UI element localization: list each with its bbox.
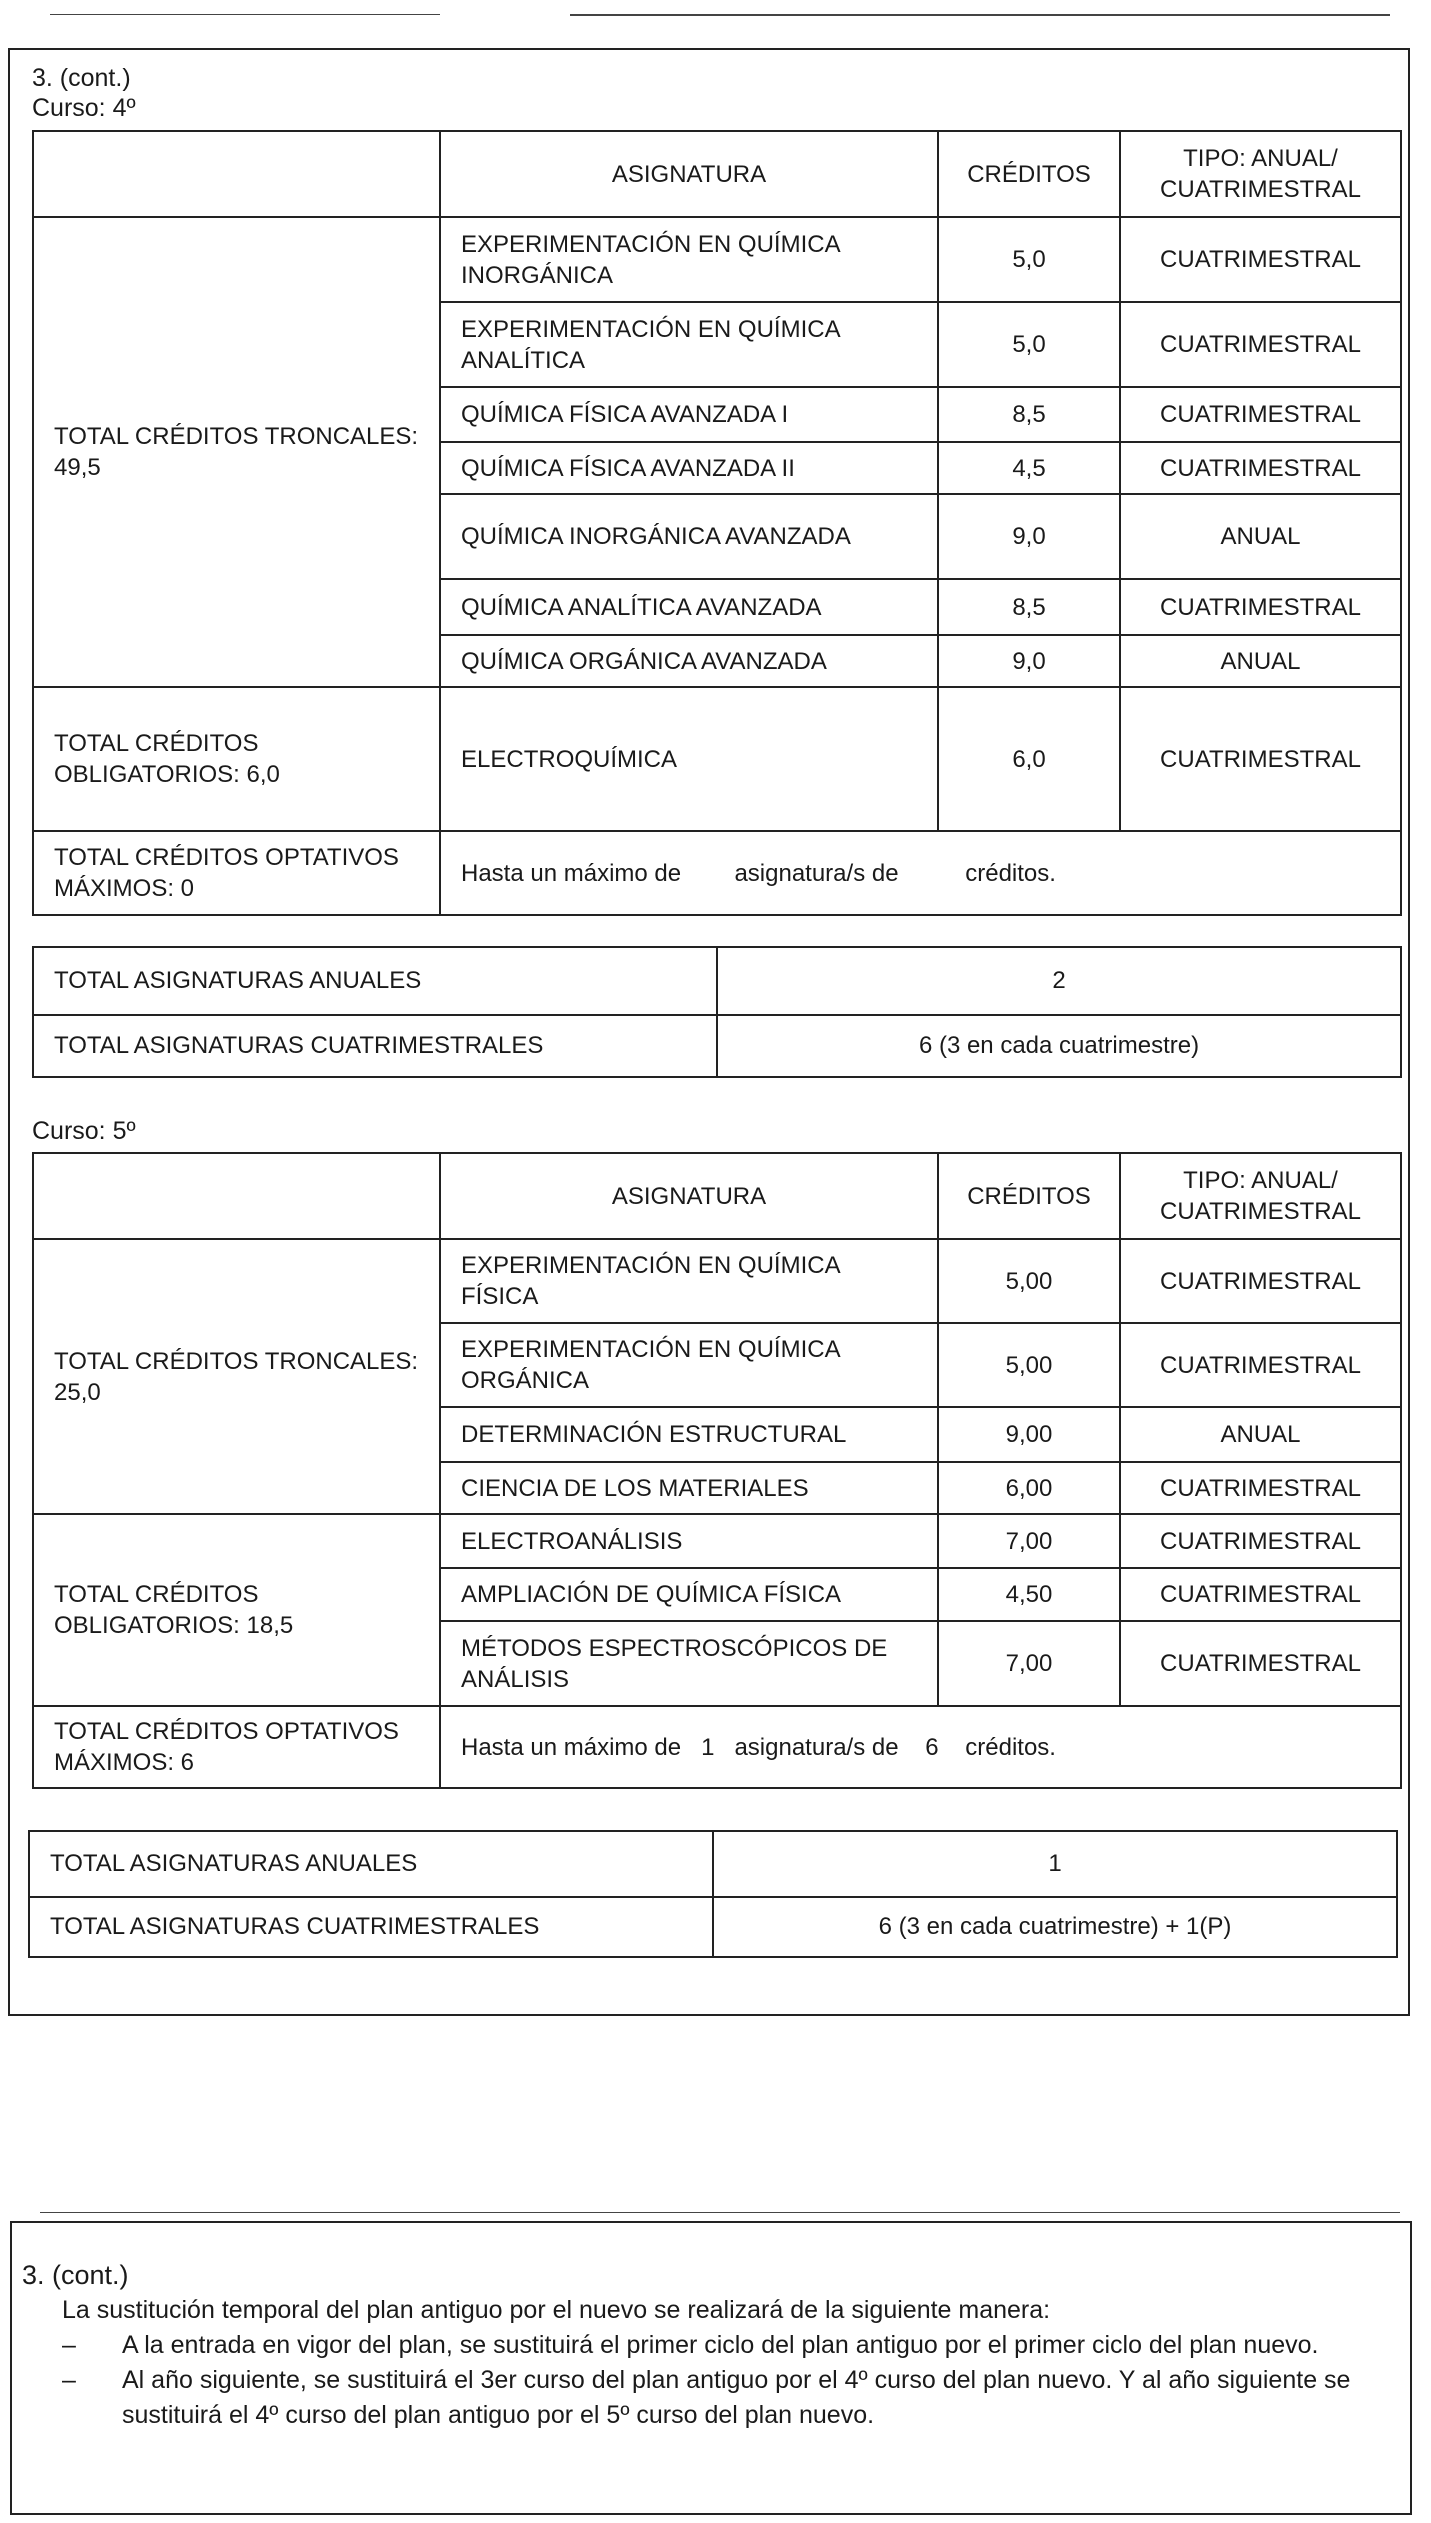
subject-cell: CIENCIA DE LOS MATERIALES bbox=[440, 1462, 938, 1514]
table-row bbox=[33, 1514, 1401, 1568]
dash-bullet-icon: – bbox=[62, 2331, 76, 2359]
subject-cell: ELECTROQUÍMICA bbox=[440, 687, 938, 831]
subject-cell: ELECTROANÁLISIS bbox=[440, 1514, 938, 1568]
credits-cell: 9,0 bbox=[938, 494, 1120, 579]
type-cell: CUATRIMESTRAL bbox=[1120, 217, 1401, 302]
subject-cell: QUÍMICA FÍSICA AVANZADA II bbox=[440, 442, 938, 494]
subject-cell: AMPLIACIÓN DE QUÍMICA FÍSICA bbox=[440, 1568, 938, 1621]
top-rule-left bbox=[50, 14, 440, 15]
group-label-obligatorios: TOTAL CRÉDITOS OBLIGATORIOS: 6,0 bbox=[33, 687, 440, 831]
blank-header-cell bbox=[33, 131, 440, 217]
notes-block bbox=[22, 2258, 1402, 2433]
credits-cell: 5,0 bbox=[938, 217, 1120, 302]
course-4-table bbox=[32, 130, 1402, 916]
group-label-obligatorios: TOTAL CRÉDITOS OBLIGATORIOS: 18,5 bbox=[33, 1514, 440, 1706]
list-item-text: A la entrada en vigor del plan, se sustituirá el primer ciclo del plan antiguo por el primer ciclo del plan nuevo. bbox=[122, 2331, 1319, 2359]
blank-header-cell bbox=[33, 1153, 440, 1239]
credits-cell: 6,0 bbox=[938, 687, 1120, 831]
type-cell: CUATRIMESTRAL bbox=[1120, 1568, 1401, 1621]
type-cell: ANUAL bbox=[1120, 635, 1401, 687]
subject-cell: QUÍMICA INORGÁNICA AVANZADA bbox=[440, 494, 938, 579]
summary-label: TOTAL ASIGNATURAS ANUALES bbox=[33, 947, 717, 1015]
table-row bbox=[33, 1706, 1401, 1788]
group-label-optativos: TOTAL CRÉDITOS OPTATIVOS MÁXIMOS: 0 bbox=[33, 831, 440, 915]
summary-value: 1 bbox=[713, 1831, 1397, 1897]
summary-label: TOTAL ASIGNATURAS ANUALES bbox=[29, 1831, 713, 1897]
notes-list bbox=[22, 2328, 1402, 2433]
list-item bbox=[62, 2328, 1402, 2363]
summary-label: TOTAL ASIGNATURAS CUATRIMESTRALES bbox=[29, 1897, 713, 1957]
notes-intro: La sustitución temporal del plan antiguo por el nuevo se realizará de la siguiente manera: bbox=[62, 2296, 1051, 2324]
type-cell: CUATRIMESTRAL bbox=[1120, 302, 1401, 387]
col-header-subject: ASIGNATURA bbox=[440, 1153, 938, 1239]
table-row bbox=[33, 831, 1401, 915]
credits-cell: 8,5 bbox=[938, 579, 1120, 635]
credits-cell: 5,00 bbox=[938, 1239, 1120, 1323]
optativos-text: Hasta un máximo de 1 asignatura/s de 6 créditos. bbox=[440, 1706, 1401, 1788]
credits-cell: 9,0 bbox=[938, 635, 1120, 687]
notes-top-rule bbox=[40, 2212, 1400, 2213]
subject-cell: QUÍMICA ORGÁNICA AVANZADA bbox=[440, 635, 938, 687]
header-row bbox=[33, 1153, 1401, 1239]
table-row bbox=[33, 217, 1401, 302]
course-4-summary bbox=[32, 946, 1402, 1078]
type-cell: CUATRIMESTRAL bbox=[1120, 1514, 1401, 1568]
summary-value: 6 (3 en cada cuatrimestre) bbox=[717, 1015, 1401, 1077]
col-header-type: TIPO: ANUAL/ CUATRIMESTRAL bbox=[1120, 1153, 1401, 1239]
subject-cell: EXPERIMENTACIÓN EN QUÍMICA ANALÍTICA bbox=[440, 302, 938, 387]
subject-cell: QUÍMICA FÍSICA AVANZADA I bbox=[440, 387, 938, 442]
summary-value: 2 bbox=[717, 947, 1401, 1015]
credits-cell: 7,00 bbox=[938, 1621, 1120, 1706]
group-label-troncales: TOTAL CRÉDITOS TRONCALES: 49,5 bbox=[33, 217, 440, 687]
subject-cell: DETERMINACIÓN ESTRUCTURAL bbox=[440, 1407, 938, 1462]
credits-cell: 9,00 bbox=[938, 1407, 1120, 1462]
col-header-credits: CRÉDITOS bbox=[938, 1153, 1120, 1239]
header-row bbox=[33, 131, 1401, 217]
subject-cell: EXPERIMENTACIÓN EN QUÍMICA ORGÁNICA bbox=[440, 1323, 938, 1407]
credits-cell: 4,50 bbox=[938, 1568, 1120, 1621]
course-5-table bbox=[32, 1152, 1402, 1789]
credits-cell: 8,5 bbox=[938, 387, 1120, 442]
type-cell: CUATRIMESTRAL bbox=[1120, 1621, 1401, 1706]
section-heading: 3. (cont.) bbox=[32, 64, 131, 92]
col-header-credits: CRÉDITOS bbox=[938, 131, 1120, 217]
subject-cell: EXPERIMENTACIÓN EN QUÍMICA INORGÁNICA bbox=[440, 217, 938, 302]
notes-heading: 3. (cont.) bbox=[22, 2260, 129, 2290]
type-cell: CUATRIMESTRAL bbox=[1120, 579, 1401, 635]
summary-value: 6 (3 en cada cuatrimestre) + 1(P) bbox=[713, 1897, 1397, 1957]
table-row bbox=[33, 687, 1401, 831]
type-cell: ANUAL bbox=[1120, 494, 1401, 579]
subject-cell: QUÍMICA ANALÍTICA AVANZADA bbox=[440, 579, 938, 635]
type-cell: CUATRIMESTRAL bbox=[1120, 442, 1401, 494]
credits-cell: 6,00 bbox=[938, 1462, 1120, 1514]
group-label-troncales: TOTAL CRÉDITOS TRONCALES: 25,0 bbox=[33, 1239, 440, 1514]
list-item-text: Al año siguiente, se sustituirá el 3er curso del plan antiguo por el 4º curso del plan nuevo. Y al año siguiente se sustituirá el 4º curso del plan antiguo por el 5º curso del plan nuevo. bbox=[122, 2366, 1351, 2429]
table-row bbox=[33, 1239, 1401, 1323]
summary-row bbox=[29, 1897, 1397, 1957]
top-rule-right bbox=[570, 14, 1390, 16]
subject-cell: MÉTODOS ESPECTROSCÓPICOS DE ANÁLISIS bbox=[440, 1621, 938, 1706]
summary-row bbox=[29, 1831, 1397, 1897]
type-cell: CUATRIMESTRAL bbox=[1120, 1462, 1401, 1514]
group-label-optativos: TOTAL CRÉDITOS OPTATIVOS MÁXIMOS: 6 bbox=[33, 1706, 440, 1788]
subject-cell: EXPERIMENTACIÓN EN QUÍMICA FÍSICA bbox=[440, 1239, 938, 1323]
col-header-subject: ASIGNATURA bbox=[440, 131, 938, 217]
summary-row bbox=[33, 1015, 1401, 1077]
course-label-4: Curso: 4º bbox=[32, 94, 136, 122]
optativos-text: Hasta un máximo de asignatura/s de créditos. bbox=[440, 831, 1401, 915]
type-cell: CUATRIMESTRAL bbox=[1120, 1323, 1401, 1407]
type-cell: CUATRIMESTRAL bbox=[1120, 1239, 1401, 1323]
credits-cell: 4,5 bbox=[938, 442, 1120, 494]
type-cell: CUATRIMESTRAL bbox=[1120, 687, 1401, 831]
dash-bullet-icon: – bbox=[62, 2366, 76, 2394]
credits-cell: 7,00 bbox=[938, 1514, 1120, 1568]
summary-label: TOTAL ASIGNATURAS CUATRIMESTRALES bbox=[33, 1015, 717, 1077]
credits-cell: 5,00 bbox=[938, 1323, 1120, 1407]
type-cell: ANUAL bbox=[1120, 1407, 1401, 1462]
list-item bbox=[62, 2363, 1402, 2433]
col-header-type: TIPO: ANUAL/ CUATRIMESTRAL bbox=[1120, 131, 1401, 217]
summary-row bbox=[33, 947, 1401, 1015]
type-cell: CUATRIMESTRAL bbox=[1120, 387, 1401, 442]
course-5-summary bbox=[28, 1830, 1398, 1958]
course-label-5: Curso: 5º bbox=[32, 1117, 136, 1145]
credits-cell: 5,0 bbox=[938, 302, 1120, 387]
